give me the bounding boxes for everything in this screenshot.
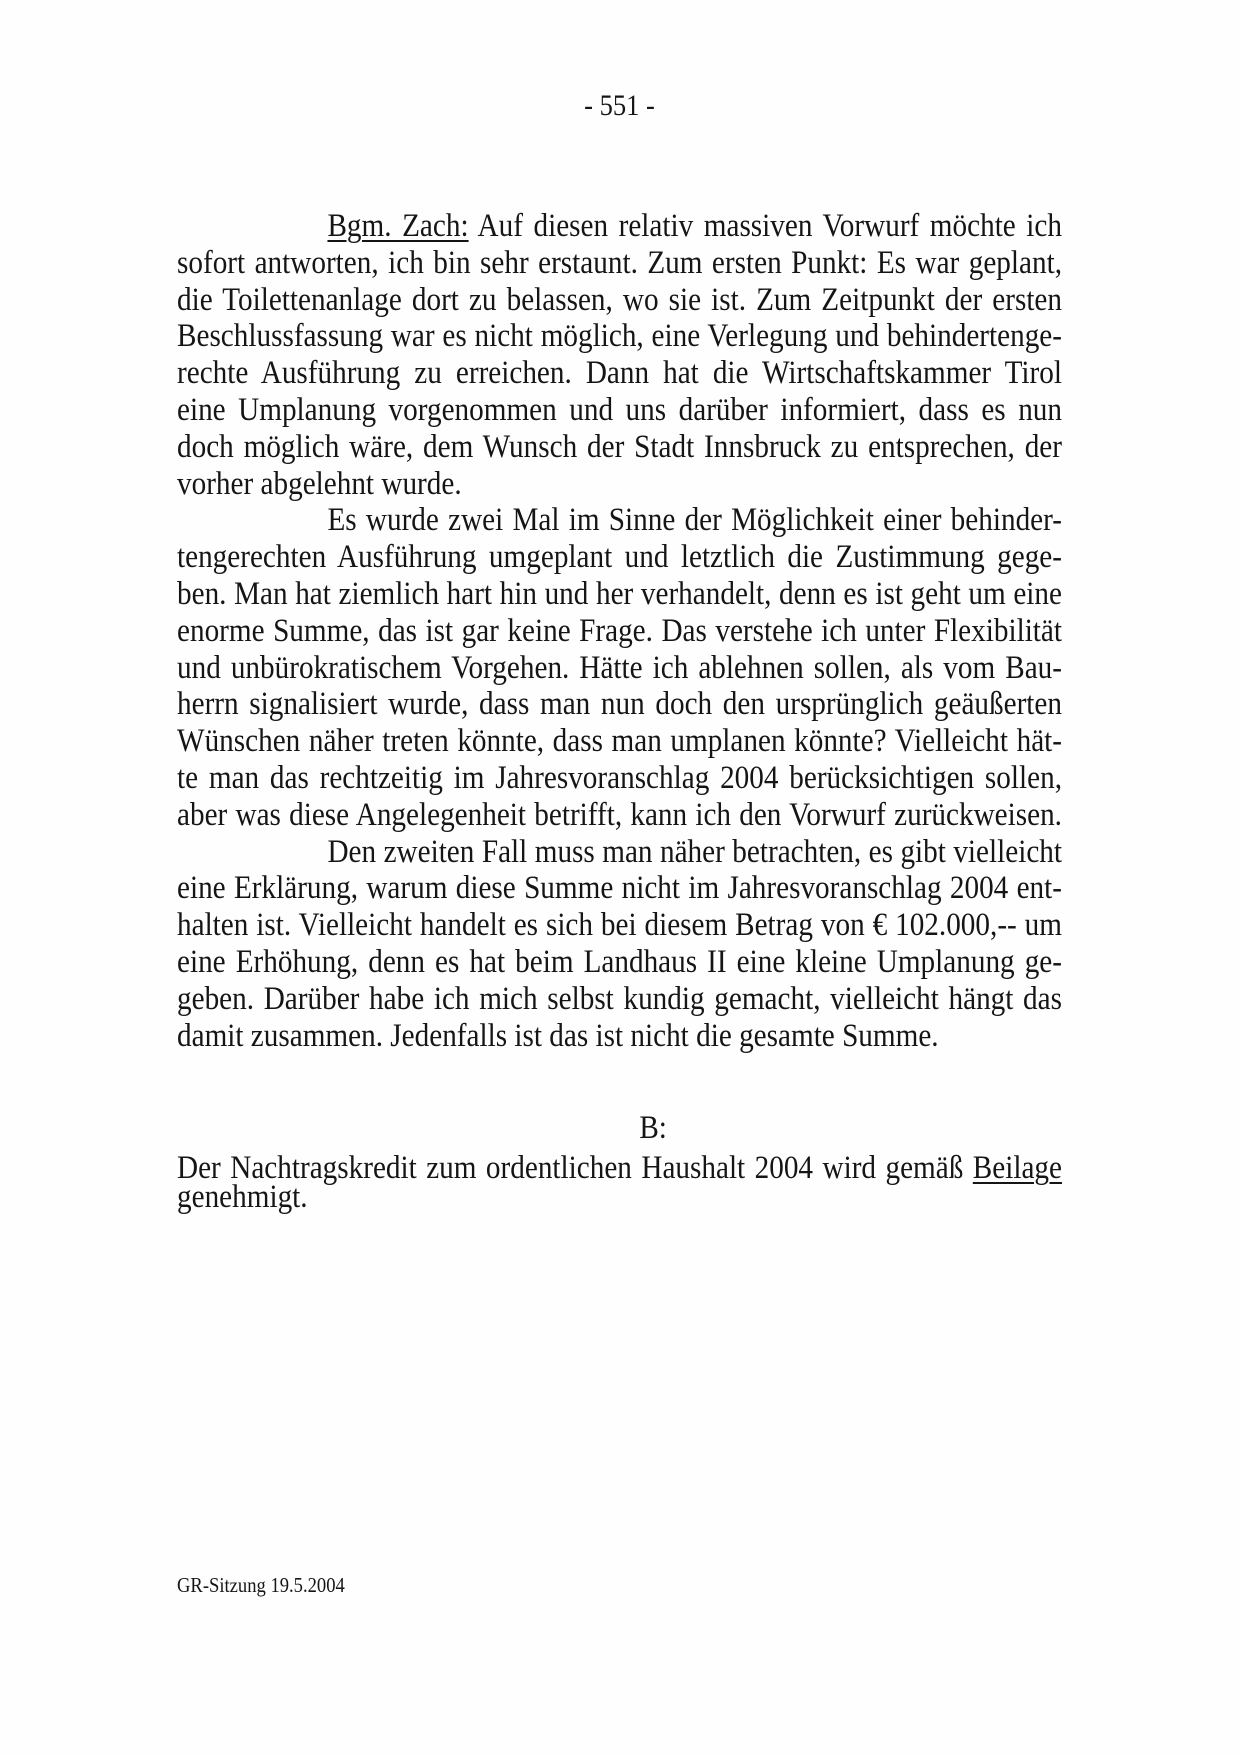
text-segment: Beschlussfassung war es nicht möglich, eine Verlegung und behindertenge- [177,318,1062,355]
speech-paragraph-1 [177,208,1062,502]
text-line [177,576,1062,613]
text-segment: geben. Darüber habe ich mich selbst kundig gemacht, vielleicht hängt das [177,980,1062,1017]
speech-paragraph-2 [177,502,1062,833]
text-line [177,650,1062,687]
text-line [177,392,1062,429]
resolution-text [177,1150,1062,1215]
text-segment: ben. Man hat ziemlich hart hin und her verhandelt, denn es ist geht um eine [177,575,1062,612]
text-segment: te man das rechtzeitig im Jahresvoranschlag 2004 berücksichtigen sollen, [177,759,1062,796]
text-line [177,318,1062,355]
text-line [177,944,1062,981]
text-line [177,1018,1062,1055]
text-segment: Es wurde zwei Mal im Sinne der Möglichkeit einer behinder- [327,502,1062,539]
text-line [177,760,1062,797]
text-segment: Den zweiten Fall muss man näher betrachten, es gibt vielleicht [327,833,1062,870]
text-line [177,723,1062,760]
text-segment: eine Umplanung vorgenommen und uns darüber informiert, dass es nun [177,391,1062,428]
text-line [177,870,1062,907]
text-segment: damit zusammen. Jedenfalls ist das ist nicht die gesamte Summe. [177,1017,939,1054]
text-segment: herrn signalisiert wurde, dass man nun doch den ursprünglich geäußerten [177,686,1062,723]
text-segment: vorher abgelehnt wurde. [177,465,462,502]
text-line [177,429,1062,466]
text-line [177,1178,1062,1215]
text-line [177,981,1062,1018]
text-line [177,208,1062,245]
text-line [177,834,1062,871]
text-segment: eine Erhöhung, denn es hat beim Landhaus II eine kleine Umplanung ge- [177,943,1062,980]
text-segment: Auf diesen relativ massiven Vorwurf möchte ich [468,208,1062,244]
page-footer: GR-Sitzung 19.5.2004 [177,1573,345,1597]
underlined-text: Beilage [972,1150,1062,1187]
resolution-label: B: [639,1110,667,1147]
underlined-text: Bgm. Zach: [327,208,469,244]
text-segment: tengerechten Ausführung umgeplant und letztlich die Zustimmung gege- [177,539,1062,576]
text-line [177,466,1062,503]
speech-text [177,208,1062,1215]
text-segment: Wünschen näher treten könnte, dass man umplanen könnte? Vielleicht hät- [177,723,1062,760]
text-segment: aber was diese Angelegenheit betrifft, kann ich den Vorwurf zurückweisen. [177,796,1062,833]
text-line [177,245,1062,282]
text-line [177,613,1062,650]
text-segment: und unbürokratischem Vorgehen. Hätte ich ablehnen sollen, als vom Bau- [177,649,1062,686]
text-line [177,907,1062,944]
text-segment: eine Erklärung, warum diese Summe nicht im Jahresvoranschlag 2004 ent- [177,870,1062,907]
text-segment: enorme Summe, das ist gar keine Frage. Das verstehe ich unter Flexibilität [177,612,1062,649]
text-line [177,539,1062,576]
text-line [177,502,1062,539]
speech-paragraph-3 [177,834,1062,1055]
text-column [177,0,1062,1755]
text-segment: Der Nachtragskredit zum ordentlichen Haushalt 2004 wird gemäß [177,1150,973,1187]
page-number: - 551 - [584,89,655,122]
text-segment: sofort antworten, ich bin sehr erstaunt. Zum ersten Punkt: Es war geplant, [177,244,1062,281]
text-line [177,1150,1062,1187]
text-segment: rechte Ausführung zu erreichen. Dann hat die Wirtschaftskammer Tirol [177,355,1062,392]
text-line [177,686,1062,723]
text-segment: genehmigt. [177,1178,308,1215]
text-segment: die Toilettenanlage dort zu belassen, wo sie ist. Zum Zeitpunkt der ersten [177,281,1062,318]
text-line [177,282,1062,319]
text-segment: doch möglich wäre, dem Wunsch der Stadt Innsbruck zu entsprechen, der [177,428,1062,465]
text-line [177,797,1062,834]
text-segment: halten ist. Vielleicht handelt es sich bei diesem Betrag von € 102.000,-- um [177,907,1062,944]
text-line [177,355,1062,392]
